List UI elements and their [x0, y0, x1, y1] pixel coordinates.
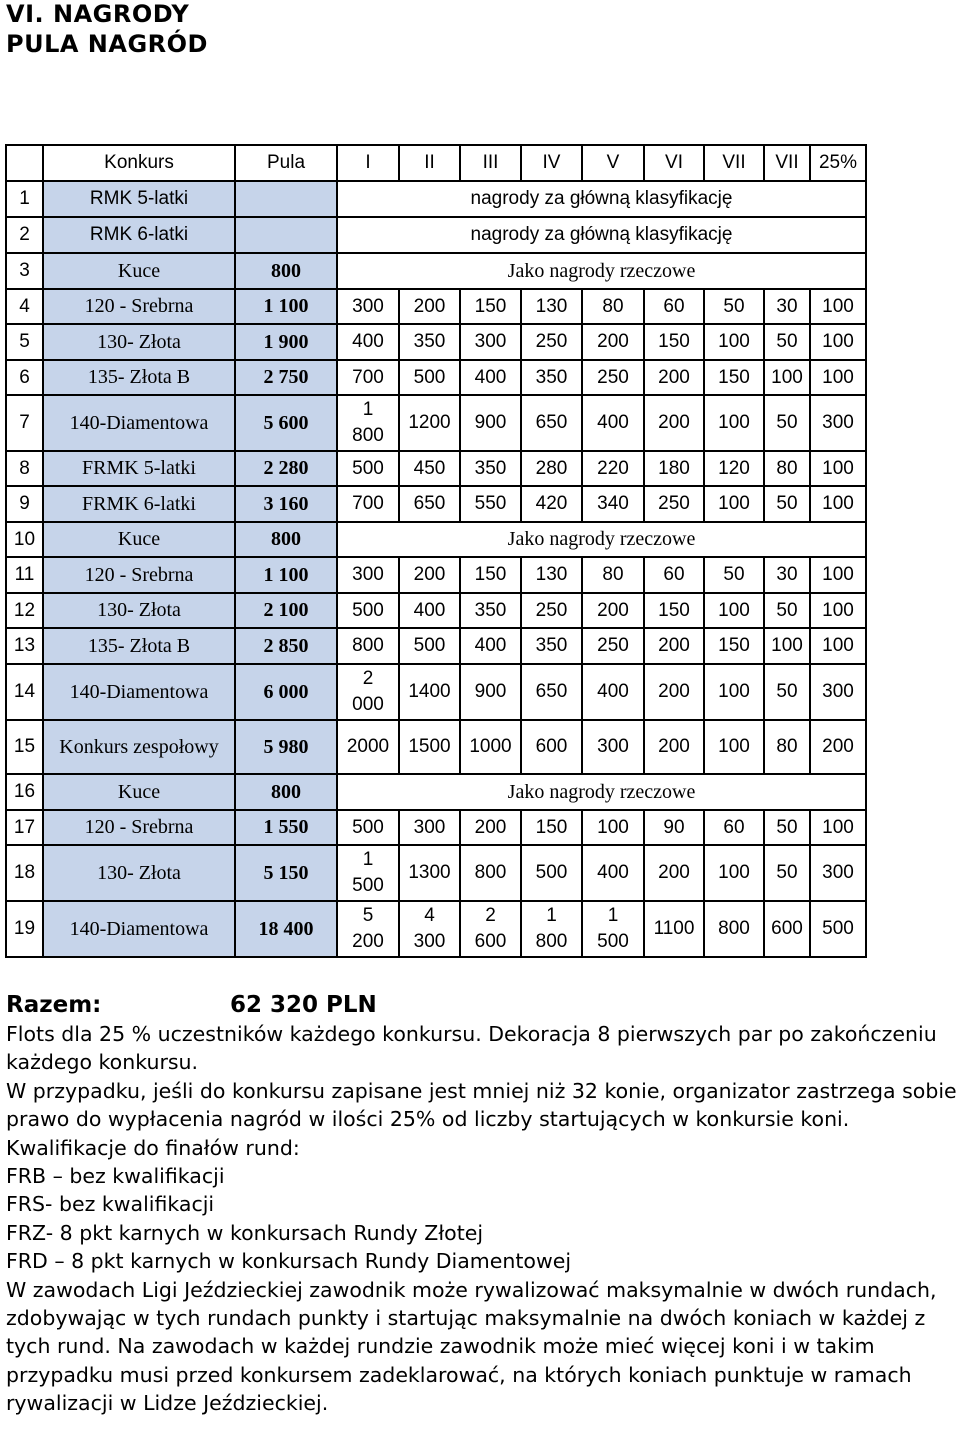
notes-section [6, 990, 960, 1418]
prize-pool: 5 150 [235, 845, 337, 901]
competition-name: FRMK 5-latki [43, 451, 235, 486]
total-label: Razem: [6, 992, 102, 1018]
note-frz: FRZ- 8 pkt karnych w konkursach Rundy Złotej [6, 1220, 484, 1245]
prize-value: 80 [764, 451, 810, 486]
prize-value: 200 [644, 395, 704, 451]
prize-value: 1300 [399, 845, 460, 901]
prize-pool: 1 100 [235, 557, 337, 593]
prize-value: 500 [399, 360, 460, 395]
prize-value: 100 [810, 557, 866, 593]
section-subtitle: PULA NAGRÓD [6, 30, 208, 58]
table-row [6, 181, 866, 217]
row-number: 4 [6, 289, 43, 324]
row-number: 1 [6, 181, 43, 217]
prize-value: 250 [644, 486, 704, 522]
note-frb: FRB – bez kwalifikacji [6, 1164, 225, 1189]
prize-value: 30 [764, 557, 810, 593]
prize-value: 60 [644, 557, 704, 593]
prize-value: 100 [810, 628, 866, 664]
prize-value: 600 [764, 901, 810, 957]
prize-value: 500 [337, 451, 399, 486]
prize-value: 180 [644, 451, 704, 486]
column-header: III [460, 145, 521, 181]
prize-value: 200 [644, 628, 704, 664]
note-frs: FRS- bez kwalifikacji [6, 1192, 215, 1217]
prize-pool: 2 750 [235, 360, 337, 395]
row-number: 3 [6, 253, 43, 289]
prize-pool [235, 181, 337, 217]
column-header: VII [764, 145, 810, 181]
table-row [6, 217, 866, 253]
row-number: 11 [6, 557, 43, 593]
prize-value: 50 [764, 810, 810, 845]
prize-note: nagrody za główną klasyfikację [337, 217, 866, 253]
prize-pool: 1 100 [235, 289, 337, 324]
note-league-rules: W zawodach Ligi Jeździeckiej zawodnik może rywalizować maksymalnie w dwóch rundach, zdobywając w tych rundach punkty i startując maksymalnie na dwóch koniach w każdej z tych rund. Na zawodach w każdej rundzie zawodnik może mieć więcej koni i w takim przypadku musi przed konkursem zadeklarować, na których koniach punktuje w ramach rywalizacji w Lidze Jeździeckiej. [6, 1277, 937, 1416]
prize-pool: 2 100 [235, 593, 337, 628]
prize-value: 400 [582, 845, 644, 901]
table-row [6, 395, 866, 451]
prize-value: 400 [337, 324, 399, 360]
prize-value: 200 [399, 557, 460, 593]
prize-value: 800 [337, 628, 399, 664]
prize-pool: 5 980 [235, 720, 337, 774]
table-row [6, 720, 866, 774]
prize-table [5, 144, 867, 958]
prize-value: 150 [521, 810, 582, 845]
table-row [6, 664, 866, 720]
total-line [6, 990, 960, 1020]
prize-value: 200 [644, 720, 704, 774]
prize-value: 1 800 [337, 395, 399, 451]
prize-pool: 5 600 [235, 395, 337, 451]
row-number: 15 [6, 720, 43, 774]
prize-value: 50 [704, 557, 764, 593]
prize-value: 200 [644, 360, 704, 395]
prize-pool: 800 [235, 522, 337, 557]
prize-value: 100 [764, 628, 810, 664]
table-row [6, 253, 866, 289]
table-row [6, 845, 866, 901]
competition-name: RMK 5-latki [43, 181, 235, 217]
total-value: 62 320 PLN [230, 992, 377, 1018]
prize-value: 150 [704, 628, 764, 664]
prize-value: 80 [582, 557, 644, 593]
prize-value: 50 [764, 845, 810, 901]
row-number: 16 [6, 774, 43, 810]
prize-value: 50 [704, 289, 764, 324]
competition-name: FRMK 6-latki [43, 486, 235, 522]
table-row [6, 522, 866, 557]
prize-value: 50 [764, 664, 810, 720]
prize-value: 650 [521, 395, 582, 451]
prize-value: 1200 [399, 395, 460, 451]
table-row [6, 810, 866, 845]
prize-value: 50 [764, 395, 810, 451]
column-header: 25% [810, 145, 866, 181]
prize-value: 300 [810, 845, 866, 901]
competition-name: Kuce [43, 522, 235, 557]
prize-note: Jako nagrody rzeczowe [337, 774, 866, 810]
table-row [6, 901, 866, 957]
column-header: VI [644, 145, 704, 181]
prize-pool: 1 550 [235, 810, 337, 845]
competition-name: 140-Diamentowa [43, 395, 235, 451]
table-header-row [6, 145, 866, 181]
prize-value: 30 [764, 289, 810, 324]
prize-value: 500 [521, 845, 582, 901]
row-number: 12 [6, 593, 43, 628]
prize-value: 300 [337, 289, 399, 324]
prize-value: 200 [644, 664, 704, 720]
prize-value: 700 [337, 486, 399, 522]
competition-name: 130- Złota [43, 845, 235, 901]
prize-value: 100 [810, 486, 866, 522]
row-number: 17 [6, 810, 43, 845]
prize-value: 1100 [644, 901, 704, 957]
prize-value: 300 [582, 720, 644, 774]
prize-value: 120 [704, 451, 764, 486]
prize-value: 350 [399, 324, 460, 360]
prize-value: 150 [704, 360, 764, 395]
competition-name: RMK 6-latki [43, 217, 235, 253]
row-number: 19 [6, 901, 43, 957]
prize-value: 900 [460, 395, 521, 451]
competition-name: 120 - Srebrna [43, 810, 235, 845]
prize-value: 450 [399, 451, 460, 486]
prize-pool: 800 [235, 253, 337, 289]
prize-value: 130 [521, 557, 582, 593]
prize-value: 400 [460, 360, 521, 395]
row-number: 14 [6, 664, 43, 720]
prize-value: 500 [810, 901, 866, 957]
prize-value: 400 [399, 593, 460, 628]
table-row [6, 593, 866, 628]
prize-value: 250 [582, 628, 644, 664]
table-row [6, 557, 866, 593]
prize-pool: 1 900 [235, 324, 337, 360]
column-header: IV [521, 145, 582, 181]
table-row [6, 451, 866, 486]
prize-pool: 2 280 [235, 451, 337, 486]
prize-value: 1 500 [582, 901, 644, 957]
column-header: I [337, 145, 399, 181]
prize-value: 4 300 [399, 901, 460, 957]
prize-value: 50 [764, 486, 810, 522]
prize-value: 200 [582, 324, 644, 360]
prize-value: 1500 [399, 720, 460, 774]
row-number: 18 [6, 845, 43, 901]
column-header: VII [704, 145, 764, 181]
prize-value: 700 [337, 360, 399, 395]
prize-value: 100 [704, 395, 764, 451]
prize-value: 50 [764, 593, 810, 628]
note-flots: Flots dla 25 % uczestników każdego konkursu. Dekoracja 8 pierwszych par po zakończeniu każdego konkursu. [6, 1022, 937, 1075]
prize-value: 1000 [460, 720, 521, 774]
prize-value: 600 [521, 720, 582, 774]
prize-value: 100 [704, 324, 764, 360]
prize-pool: 6 000 [235, 664, 337, 720]
prize-value: 200 [460, 810, 521, 845]
competition-name: Kuce [43, 253, 235, 289]
prize-value: 300 [399, 810, 460, 845]
row-number: 2 [6, 217, 43, 253]
prize-value: 800 [460, 845, 521, 901]
prize-value: 300 [337, 557, 399, 593]
prize-pool: 800 [235, 774, 337, 810]
column-header: II [399, 145, 460, 181]
prize-value: 100 [704, 664, 764, 720]
prize-pool: 3 160 [235, 486, 337, 522]
prize-pool [235, 217, 337, 253]
prize-value: 350 [521, 360, 582, 395]
prize-value: 280 [521, 451, 582, 486]
table-row [6, 324, 866, 360]
prize-value: 2000 [337, 720, 399, 774]
note-qualifications-title: Kwalifikacje do finałów rund: [6, 1135, 300, 1160]
prize-value: 300 [460, 324, 521, 360]
prize-value: 400 [582, 395, 644, 451]
prize-value: 650 [399, 486, 460, 522]
prize-value: 100 [810, 324, 866, 360]
prize-value: 150 [644, 593, 704, 628]
prize-value: 200 [810, 720, 866, 774]
prize-value: 250 [521, 593, 582, 628]
prize-note: Jako nagrody rzeczowe [337, 522, 866, 557]
prize-value: 100 [704, 845, 764, 901]
row-number: 9 [6, 486, 43, 522]
table-row [6, 360, 866, 395]
table-row [6, 628, 866, 664]
prize-value: 1 800 [521, 901, 582, 957]
prize-value: 1400 [399, 664, 460, 720]
prize-value: 100 [810, 360, 866, 395]
prize-value: 80 [764, 720, 810, 774]
note-reduction: W przypadku, jeśli do konkursu zapisane jest mniej niż 32 konie, organizator zastrzega sobie prawo do wypłacenia nagród w ilości 25% od liczby startujących w konkursie koni. [6, 1078, 957, 1132]
prize-value: 350 [460, 451, 521, 486]
competition-name: 135- Złota B [43, 628, 235, 664]
prize-value: 80 [582, 289, 644, 324]
column-header: Pula [235, 145, 337, 181]
prize-value: 100 [704, 593, 764, 628]
prize-value: 100 [810, 593, 866, 628]
prize-value: 500 [337, 810, 399, 845]
prize-value: 200 [399, 289, 460, 324]
competition-name: 120 - Srebrna [43, 557, 235, 593]
row-number: 10 [6, 522, 43, 557]
prize-value: 100 [582, 810, 644, 845]
prize-value: 220 [582, 451, 644, 486]
prize-value: 100 [810, 451, 866, 486]
prize-value: 60 [644, 289, 704, 324]
prize-value: 100 [810, 289, 866, 324]
note-frd: FRD – 8 pkt karnych w konkursach Rundy Diamentowej [6, 1249, 572, 1274]
prize-value: 5 200 [337, 901, 399, 957]
prize-value: 350 [460, 593, 521, 628]
competition-name: 120 - Srebrna [43, 289, 235, 324]
prize-value: 550 [460, 486, 521, 522]
prize-value: 500 [399, 628, 460, 664]
prize-value: 100 [810, 810, 866, 845]
competition-name: 140-Diamentowa [43, 664, 235, 720]
prize-value: 150 [644, 324, 704, 360]
prize-value: 300 [810, 664, 866, 720]
column-header: V [582, 145, 644, 181]
row-number: 7 [6, 395, 43, 451]
prize-value: 100 [704, 720, 764, 774]
prize-value: 130 [521, 289, 582, 324]
competition-name: 130- Złota [43, 593, 235, 628]
prize-value: 650 [521, 664, 582, 720]
competition-name: 130- Złota [43, 324, 235, 360]
prize-table-body [6, 145, 866, 957]
table-row [6, 289, 866, 324]
row-number: 13 [6, 628, 43, 664]
section-title: VI. NAGRODY [6, 0, 190, 28]
prize-value: 100 [704, 486, 764, 522]
prize-value: 60 [704, 810, 764, 845]
competition-name: 140-Diamentowa [43, 901, 235, 957]
prize-value: 250 [582, 360, 644, 395]
prize-value: 1 500 [337, 845, 399, 901]
column-header [6, 145, 43, 181]
prize-value: 400 [582, 664, 644, 720]
competition-name: Kuce [43, 774, 235, 810]
row-number: 5 [6, 324, 43, 360]
competition-name: 135- Złota B [43, 360, 235, 395]
row-number: 8 [6, 451, 43, 486]
prize-note: nagrody za główną klasyfikację [337, 181, 866, 217]
prize-value: 90 [644, 810, 704, 845]
prize-value: 150 [460, 557, 521, 593]
prize-value: 200 [582, 593, 644, 628]
prize-value: 200 [644, 845, 704, 901]
prize-value: 150 [460, 289, 521, 324]
prize-value: 800 [704, 901, 764, 957]
prize-note: Jako nagrody rzeczowe [337, 253, 866, 289]
table-row [6, 486, 866, 522]
prize-value: 50 [764, 324, 810, 360]
prize-value: 340 [582, 486, 644, 522]
prize-value: 350 [521, 628, 582, 664]
column-header: Konkurs [43, 145, 235, 181]
row-number: 6 [6, 360, 43, 395]
prize-value: 2 600 [460, 901, 521, 957]
prize-value: 300 [810, 395, 866, 451]
prize-value: 900 [460, 664, 521, 720]
prize-value: 2 000 [337, 664, 399, 720]
prize-pool: 2 850 [235, 628, 337, 664]
prize-pool: 18 400 [235, 901, 337, 957]
prize-value: 500 [337, 593, 399, 628]
table-row [6, 774, 866, 810]
prize-value: 400 [460, 628, 521, 664]
competition-name: Konkurs zespołowy [43, 720, 235, 774]
prize-value: 420 [521, 486, 582, 522]
prize-value: 100 [764, 360, 810, 395]
prize-value: 250 [521, 324, 582, 360]
